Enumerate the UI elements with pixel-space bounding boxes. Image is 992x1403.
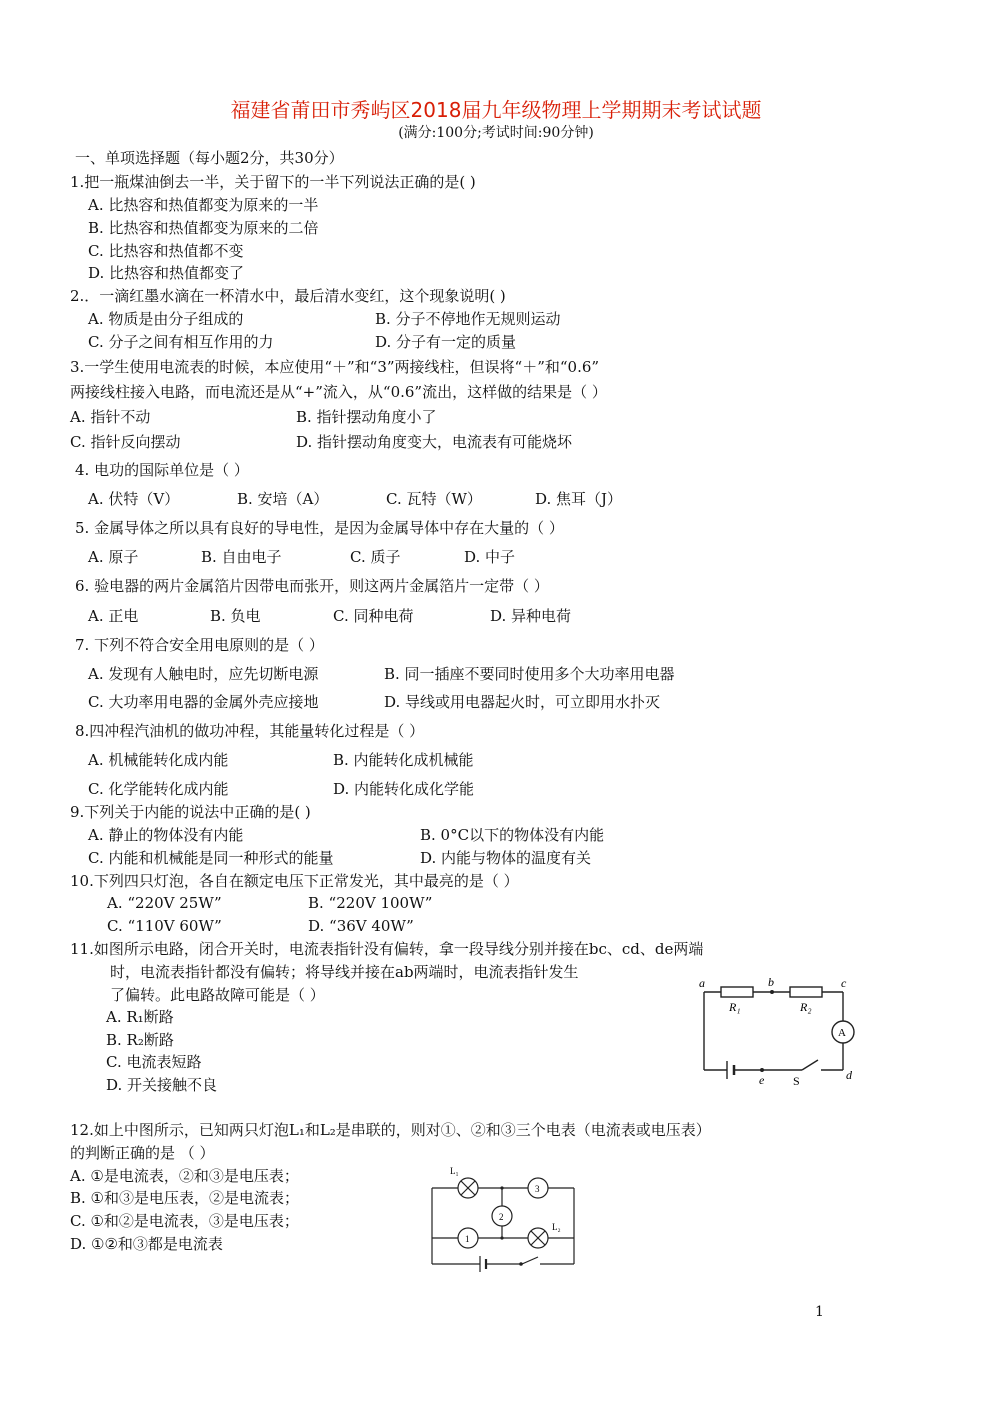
option-c: C. “110V 60W”: [107, 917, 222, 935]
question-stem: 1.把一瓶煤油倒去一半，关于留下的一半下列说法正确的是( ): [70, 173, 476, 191]
option-c: C. 质子: [350, 548, 401, 566]
option-b: B. 负电: [210, 607, 261, 625]
page-title: 福建省莆田市秀屿区2018届九年级物理上学期期末考试试题: [230, 98, 762, 122]
option-b: B. R₂断路: [106, 1031, 174, 1049]
option-c: C. 内能和机械能是同一种形式的能量: [88, 849, 334, 867]
option-a: A. 原子: [88, 548, 139, 566]
meter-2-label: 2: [499, 1212, 504, 1222]
circuit-figure-11: [690, 975, 870, 1090]
option-c: C. 大功率用电器的金属外壳应接地: [88, 693, 319, 711]
label-r1: R₁: [729, 1000, 741, 1014]
option-b: B. 比热容和热值都变为原来的二倍: [88, 219, 319, 237]
option-b: B. 同一插座不要同时使用多个大功率用电器: [384, 665, 675, 683]
question-stem: 3.一学生使用电流表的时候，本应使用“＋”和“3”两接线柱，但误将“＋”和“0.6”: [70, 358, 600, 376]
question-stem: 4. 电功的国际单位是（ ）: [75, 461, 249, 479]
option-d: D. 开关接触不良: [106, 1076, 218, 1094]
node-d: d: [846, 1068, 852, 1082]
node-e: e: [759, 1073, 765, 1087]
option-b: B. 分子不停地作无规则运动: [375, 310, 561, 328]
question-stem: 9.下列关于内能的说法中正确的是( ): [70, 803, 311, 821]
option-c: C. ①和②是电流表，③是电压表；: [70, 1212, 299, 1230]
question-stem: 7. 下列不符合安全用电原则的是（ ）: [75, 636, 324, 654]
option-d: D. 比热容和热值都变了: [88, 264, 245, 282]
question-stem: 12.如上中图所示，已知两只灯泡L₁和L₂是串联的，则对①、②和③三个电表（电流表或电压表）: [70, 1121, 711, 1139]
question-stem-cont: 了偏转。此电路故障可能是（ ）: [110, 986, 325, 1004]
question-stem: 10.下列四只灯泡，各自在额定电压下正常发光，其中最亮的是（ ）: [70, 872, 519, 890]
switch-blade: [802, 1060, 818, 1070]
question-stem-cont: 的判断正确的是 （ ）: [70, 1144, 215, 1162]
option-d: D. ①②和③都是电流表: [70, 1235, 223, 1253]
option-a: A. “220V 25W”: [107, 894, 222, 912]
option-c: C. 比热容和热值都不变: [88, 242, 244, 260]
option-d: D. 内能与物体的温度有关: [420, 849, 592, 867]
option-d: D. “36V 40W”: [308, 917, 414, 935]
option-b: B. 内能转化成机械能: [333, 751, 474, 769]
meter-3-label: 3: [535, 1184, 540, 1194]
node-a: a: [699, 976, 705, 990]
node-b: b: [768, 975, 774, 989]
option-d: D. 分子有一定的质量: [375, 333, 517, 351]
option-d: D. 焦耳（J）: [535, 490, 623, 508]
option-c: C. 化学能转化成内能: [88, 780, 229, 798]
circuit-figure-12: [420, 1160, 590, 1278]
option-b: B. “220V 100W”: [308, 894, 433, 912]
option-c: C. 分子之间有相互作用的力: [88, 333, 274, 351]
option-b: B. 安培（A）: [237, 490, 329, 508]
option-d: D. 指针摆动角度变大，电流表有可能烧坏: [296, 433, 573, 451]
option-c: C. 同种电荷: [333, 607, 414, 625]
option-b: B. 0°C以下的物体没有内能: [420, 826, 605, 844]
option-b: B. ①和③是电压表，②是电流表；: [70, 1189, 300, 1207]
resistor-r2: [790, 987, 822, 997]
question-stem-cont: 两接线柱接入电路，而电流还是从“+”流入，从“0.6”流出，这样做的结果是（ ）: [70, 383, 607, 401]
option-a: A. R₁断路: [106, 1008, 174, 1026]
option-c: C. 电流表短路: [106, 1053, 202, 1071]
option-a: A. 指针不动: [70, 408, 151, 426]
question-stem: 11.如图所示电路，闭合开关时，电流表指针没有偏转，拿一段导线分别并接在bc、cd、de两端: [70, 940, 704, 958]
page-number: 1: [815, 1304, 824, 1320]
node-c: c: [841, 976, 847, 990]
switch-blade: [522, 1257, 538, 1264]
option-a: A. 发现有人触电时，应先切断电源: [88, 665, 319, 683]
meter-1-label: 1: [465, 1234, 470, 1244]
option-a: A. ①是电流表，②和③是电压表；: [70, 1167, 299, 1185]
option-d: D. 内能转化成化学能: [333, 780, 475, 798]
section-heading: 一、单项选择题（每小题2分，共30分）: [75, 149, 344, 167]
option-a: A. 比热容和热值都变为原来的一半: [88, 196, 319, 214]
label-r2: R₂: [800, 1000, 812, 1014]
option-d: D. 中子: [464, 548, 516, 566]
question-stem: 8.四冲程汽油机的做功冲程，其能量转化过程是（ ）: [75, 722, 425, 740]
option-a: A. 正电: [88, 607, 139, 625]
option-d: D. 导线或用电器起火时，可立即用水扑灭: [384, 693, 661, 711]
option-a: A. 机械能转化成内能: [88, 751, 229, 769]
question-stem: 6. 验电器的两片金属箔片因带电而张开，则这两片金属箔片一定带（ ）: [75, 577, 549, 595]
resistor-r1: [721, 987, 753, 997]
option-a: A. 伏特（V）: [88, 490, 180, 508]
option-a: A. 物质是由分子组成的: [88, 310, 244, 328]
option-a: A. 静止的物体没有内能: [88, 826, 244, 844]
option-d: D. 异种电荷: [490, 607, 572, 625]
question-stem: 2.．一滴红墨水滴在一杯清水中，最后清水变红，这个现象说明( ): [70, 287, 506, 305]
question-stem: 5. 金属导体之所以具有良好的导电性，是因为金属导体中存在大量的（ ）: [75, 519, 564, 537]
page-subtitle: (满分:100分;考试时间:90分钟): [398, 125, 594, 141]
option-c: C. 瓦特（W）: [386, 490, 482, 508]
switch-label: S: [793, 1074, 800, 1088]
option-b: B. 指针摆动角度小了: [296, 408, 437, 426]
ammeter-label: A: [838, 1027, 846, 1039]
option-b: B. 自由电子: [201, 548, 282, 566]
label-l2: L₂: [552, 1222, 561, 1232]
option-c: C. 指针反向摆动: [70, 433, 181, 451]
label-l1: L₁: [450, 1166, 459, 1176]
question-stem-cont: 时，电流表指针都没有偏转；将导线并接在ab两端时，电流表指针发生: [110, 963, 579, 981]
